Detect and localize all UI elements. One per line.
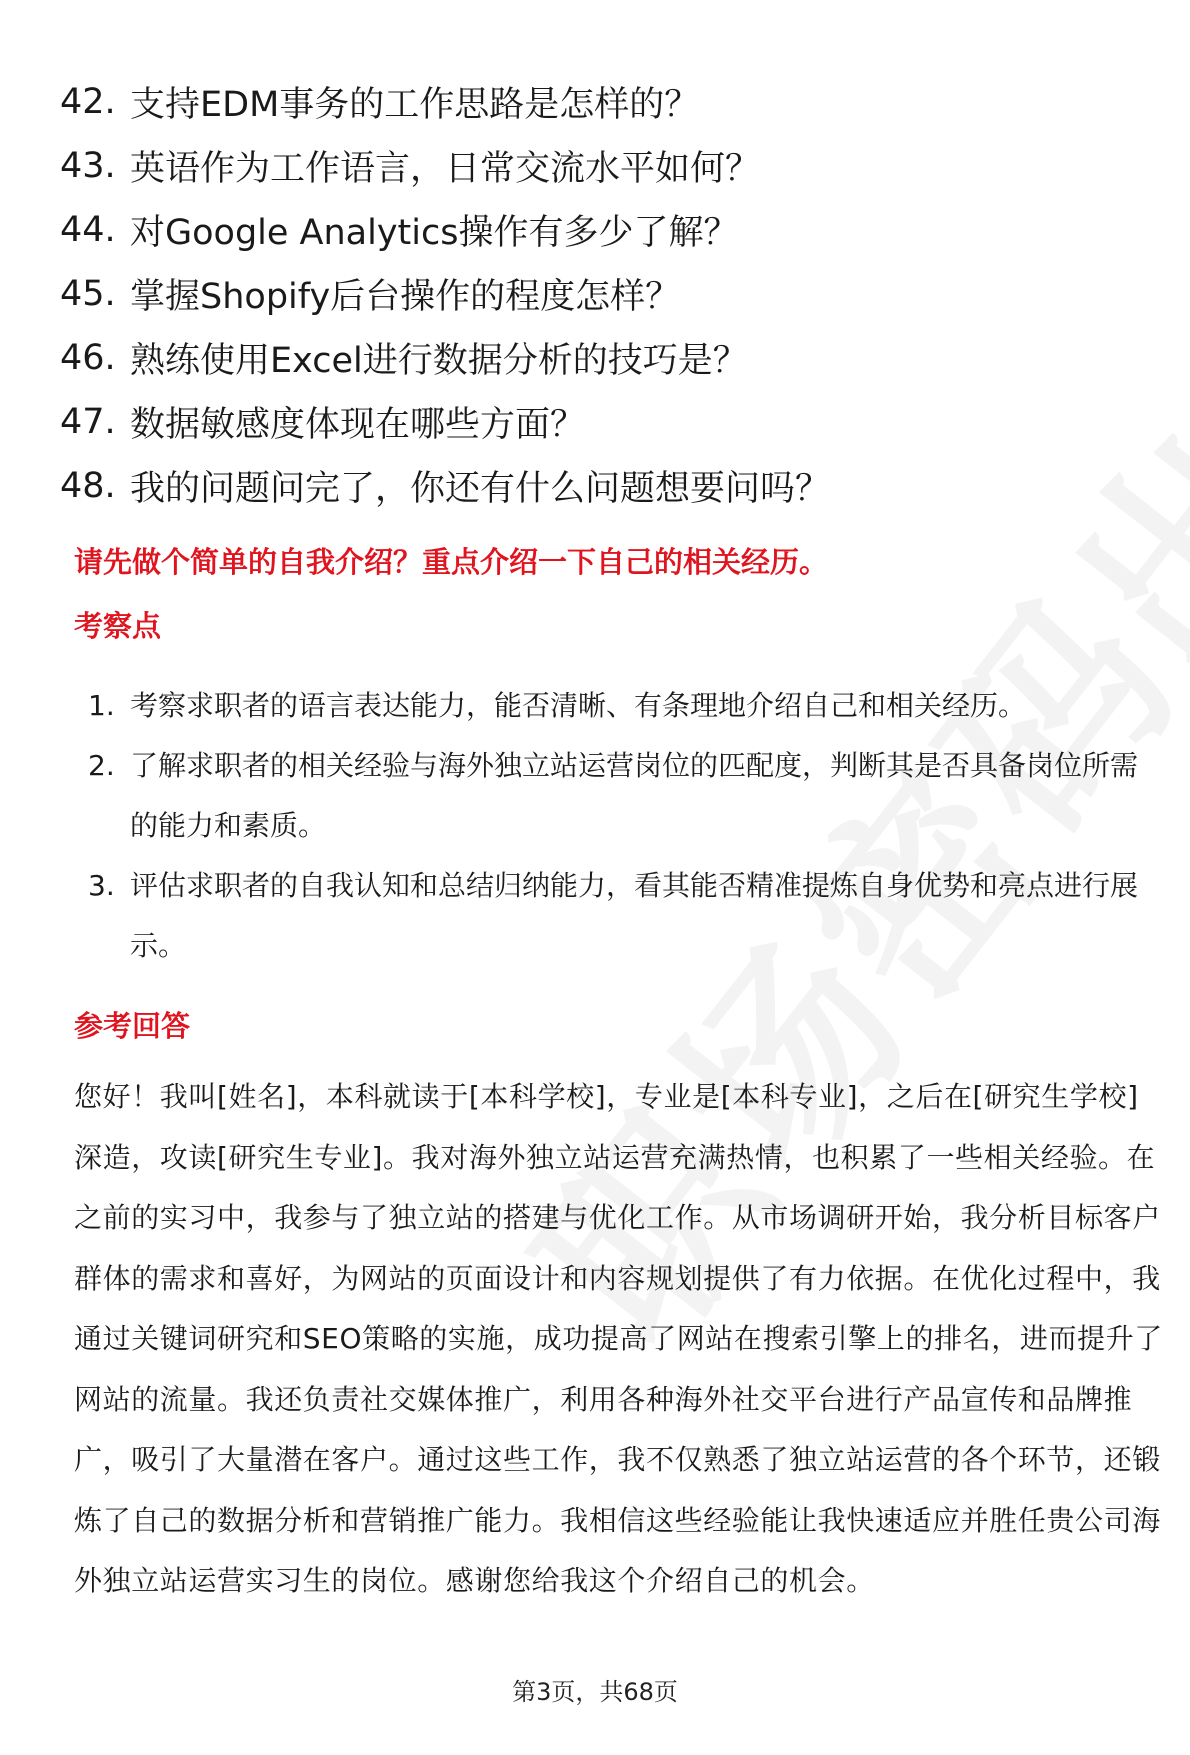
question-text: 熟练使用Excel进行数据分析的技巧是？ (130, 341, 748, 381)
question-list (60, 70, 1140, 518)
point-number: 3. (88, 869, 115, 902)
list-item (60, 326, 1140, 390)
question-text: 数据敏感度体现在哪些方面？ (130, 405, 586, 445)
question-number: 45. (60, 274, 116, 314)
question-number: 43. (60, 146, 116, 186)
list-item (60, 262, 1140, 326)
points-label: 考察点 (74, 609, 162, 643)
list-item (88, 856, 1158, 976)
question-text: 支持EDM事务的工作思路是怎样的？ (130, 85, 700, 125)
list-item (88, 676, 1158, 736)
point-number: 2. (88, 749, 115, 782)
question-number: 46. (60, 338, 116, 378)
question-number: 42. (60, 82, 116, 122)
question-number: 48. (60, 466, 116, 506)
point-number: 1. (88, 689, 115, 722)
list-item (60, 198, 1140, 262)
list-item (60, 70, 1140, 134)
question-text: 掌握Shopify后台操作的程度怎样？ (130, 277, 681, 317)
question-text: 英语作为工作语言，日常交流水平如何？ (130, 149, 761, 189)
assessment-points-list (88, 676, 1158, 976)
point-text: 考察求职者的语言表达能力，能否清晰、有条理地介绍自己和相关经历。 (130, 689, 1027, 722)
list-item (60, 390, 1140, 454)
section-question-heading: 请先做个简单的自我介绍？重点介绍一下自己的相关经历。 (74, 545, 829, 579)
question-text: 对Google Analytics操作有多少了解？ (130, 213, 739, 253)
list-item (60, 454, 1140, 518)
question-number: 44. (60, 210, 116, 250)
list-item (88, 736, 1158, 856)
question-number: 47. (60, 402, 116, 442)
answer-label: 参考回答 (74, 1009, 191, 1043)
reference-answer-paragraph: 您好！我叫[姓名]，本科就读于[本科学校]，专业是[本科专业]，之后在[研究生学校]深造，攻读[研究生专业]。我对海外独立站运营充满热情，也积累了一些相关经验。在之前的实习中，我参与了独立站的搭建与优化工作。从市场调研开始，我分析目标客户群体的需求和喜好，为网站的页面设计和内容规划提供了有力依据。在优化过程中，我通过关键词研究和SEO策略的实施，成功提高了网站在搜索引擎上的排名，进而提升了网站的流量。我还负责社交媒体推广，利用各种海外社交平台进行产品宣传和品牌推广，吸引了大量潜在客户。通过这些工作，我不仅熟悉了独立站运营的各个环节，还锻炼了自己的数据分析和营销推广能力。我相信这些经验能让我快速适应并胜任贵公司海外独立站运营实习生的岗位。感谢您给我这个介绍自己的机会。 (74, 1080, 1163, 1597)
list-item (60, 134, 1140, 198)
point-text: 评估求职者的自我认知和总结归纳能力，看其能否精准提炼自身优势和亮点进行展示。 (130, 869, 1139, 962)
page-number-footer: 第3页，共68页 (512, 1678, 678, 1706)
point-text: 了解求职者的相关经验与海外独立站运营岗位的匹配度，判断其是否具备岗位所需的能力和素质。 (130, 749, 1139, 842)
question-text: 我的问题问完了，你还有什么问题想要问吗？ (130, 469, 831, 509)
